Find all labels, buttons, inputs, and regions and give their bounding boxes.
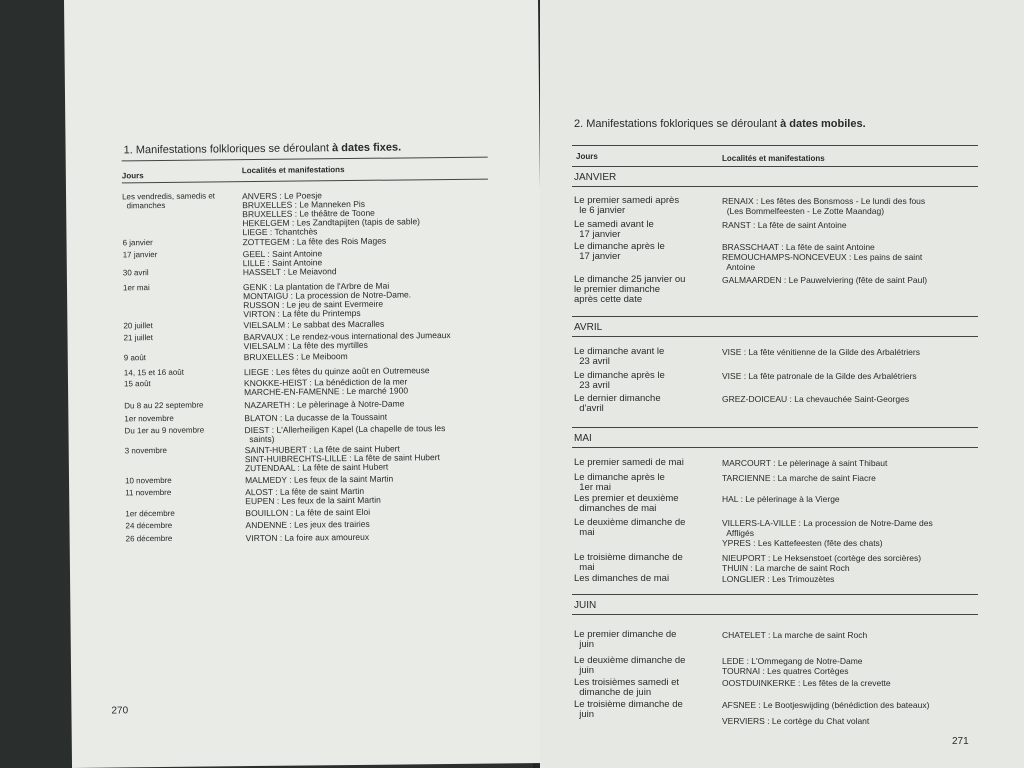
right-rule-header bbox=[572, 166, 978, 167]
left-row-day: 6 janvier bbox=[122, 238, 153, 248]
left-row-day: 3 novembre bbox=[124, 445, 168, 456]
left-row-localites: MALMEDY : Les feux de la saint Martin bbox=[244, 473, 394, 486]
section-divider bbox=[572, 594, 978, 595]
left-row-localites: BARVAUX : Le rendez-vous international des Jumeaux VIELSALM : La fête des myrtilles bbox=[243, 329, 451, 352]
right-row-day: Le premier samedi après le 6 janvier bbox=[574, 195, 680, 216]
left-row-localites: NAZARETH : Le pèlerinage à Notre-Dame bbox=[244, 398, 405, 411]
right-row-localites: BRASSCHAAT : La fête de saint Antoine REMOUCHAMPS-NONCEVEUX : Les pains de saint Antoine bbox=[722, 242, 923, 272]
right-title: 2. Manifestations fokloriques se déroulant à dates mobiles. bbox=[574, 118, 866, 130]
right-row-localites: GREZ-DOICEAU : La chevauchée Saint-Georges bbox=[722, 394, 910, 404]
left-row-day: Les vendredis, samedis et dimanches bbox=[122, 191, 216, 211]
left-row-localites: GEEL : Saint Antoine LILLE : Saint Antoine bbox=[242, 248, 323, 269]
right-row-day: Le troisième dimanche de mai bbox=[574, 552, 683, 573]
right-row-localites: VISE : La fête patronale de la Gilde des Arbalétriers bbox=[722, 371, 917, 381]
left-row-localites: ZOTTEGEM : La fête des Rois Mages bbox=[242, 235, 387, 248]
left-row-day: 17 janvier bbox=[122, 250, 158, 260]
month-heading: MAI bbox=[574, 433, 592, 444]
right-page-number: 271 bbox=[952, 736, 969, 747]
left-row-day: 24 décembre bbox=[125, 520, 173, 531]
right-row-day: Les troisièmes samedi et dimanche de juin bbox=[574, 677, 680, 698]
left-row-localites: HASSELT : Le Meiavond bbox=[242, 266, 337, 278]
left-row-localites: BLATON : La ducasse de la Toussaint bbox=[244, 411, 388, 424]
right-row-localites: AFSNEE : Le Bootjeswijding (bénédiction des bateaux) bbox=[722, 700, 930, 710]
right-row-localites: LEDE : L'Ommegang de Notre-Dame TOURNAI : Les quatres Cortèges bbox=[722, 656, 863, 676]
right-rule-top bbox=[572, 145, 978, 146]
left-row-day: 21 juillet bbox=[123, 333, 153, 343]
left-row-localites: DIEST : L'Allerheiligen Kapel (La chapelle de tous les saints) bbox=[244, 423, 446, 445]
right-row-day: Le dimanche avant le 23 avril bbox=[574, 346, 665, 367]
left-row-localites: BOUILLON : La fête de saint Eloi bbox=[245, 506, 371, 519]
left-row-day: 15 août bbox=[123, 379, 151, 389]
right-row-localites: TARCIENNE : La marche de saint Fiacre bbox=[722, 473, 876, 483]
left-header-jours: Jours bbox=[121, 171, 144, 181]
right-header-jours: Jours bbox=[576, 152, 598, 161]
left-row-day: Du 8 au 22 septembre bbox=[124, 400, 204, 411]
left-row-day: 10 novembre bbox=[124, 475, 172, 486]
right-row-localites: VERVIERS : Le cortège du Chat volant bbox=[722, 716, 870, 726]
left-row-localites: GENK : La plantation de l'Arbre de Mai MONTAIGU : La procession de Notre-Dame. RUSSON : Le jeu de saint Evermeire VIRTON : La fête du Printemps bbox=[242, 280, 412, 320]
right-row-day: Le samedi avant le 17 janvier bbox=[574, 219, 654, 240]
left-row-day: 30 avril bbox=[122, 268, 149, 278]
left-row-localites: BRUXELLES : Le Meiboom bbox=[243, 351, 348, 363]
right-row-day: Le premier dimanche de juin bbox=[574, 629, 677, 650]
left-page bbox=[64, 0, 546, 768]
section-divider bbox=[572, 316, 978, 317]
right-row-localites: GALMAARDEN : Le Pauwelviering (fête de saint Paul) bbox=[722, 275, 928, 285]
left-header-localites: Localités et manifestations bbox=[241, 165, 345, 176]
right-row-day: Les dimanches de mai bbox=[574, 573, 670, 584]
month-rule bbox=[572, 614, 978, 615]
section-divider bbox=[572, 427, 978, 428]
month-heading: JANVIER bbox=[574, 172, 617, 183]
right-row-localites: RANST : La fête de saint Antoine bbox=[722, 220, 847, 230]
right-row-day: Le dimanche après le 1er mai bbox=[574, 472, 665, 493]
right-row-day: Le dernier dimanche d'avril bbox=[574, 393, 661, 414]
left-row-day: 26 décembre bbox=[125, 533, 173, 544]
right-row-localites: CHATELET : La marche de saint Roch bbox=[722, 630, 868, 640]
left-row-day: 20 juillet bbox=[123, 321, 153, 331]
left-rule-header bbox=[122, 179, 488, 184]
left-row-day: 11 novembre bbox=[125, 487, 172, 498]
left-row-localites: VIELSALM : Le sabbat des Macralles bbox=[243, 318, 385, 331]
left-row-day: 1er novembre bbox=[124, 413, 174, 424]
right-header-localites: Localités et manifestations bbox=[722, 154, 825, 163]
right-row-localites: HAL : Le pèlerinage à la Vierge bbox=[722, 494, 840, 504]
right-row-localites: VILLERS-LA-VILLE : La procession de Notre-Dame des Affligés YPRES : Les Kattefeesten (fête des chats) bbox=[722, 518, 933, 548]
right-row-day: Le deuxième dimanche de mai bbox=[574, 517, 686, 538]
month-heading: AVRIL bbox=[574, 322, 603, 333]
right-row-day: Le dimanche après le 23 avril bbox=[574, 370, 665, 391]
right-row-day: Les premier et deuxième dimanches de mai bbox=[574, 493, 679, 514]
right-row-localites: OOSTDUINKERKE : Les fêtes de la crevette bbox=[722, 678, 891, 688]
left-row-day: 14, 15 et 16 août bbox=[123, 367, 185, 378]
month-rule bbox=[572, 336, 978, 337]
right-row-localites: VISE : La fête vénitienne de la Gilde des Arbalétriers bbox=[722, 347, 920, 357]
right-row-day: Le dimanche 25 janvier ou le premier dimanche après cette date bbox=[574, 274, 686, 305]
left-row-localites: ALOST : La fête de saint Martin EUPEN : Les feux de la saint Martin bbox=[245, 485, 381, 507]
month-rule bbox=[572, 447, 978, 448]
month-heading: JUIN bbox=[574, 600, 597, 611]
right-row-localites: MARCOURT : Le pèlerinage à saint Thibaut bbox=[722, 458, 888, 468]
left-row-day: Du 1er au 9 novembre bbox=[124, 425, 205, 436]
left-title: 1. Manifestations folkloriques se déroulant à dates fixes. bbox=[123, 141, 402, 157]
left-row-localites: VIRTON : La foire aux amoureux bbox=[245, 531, 370, 544]
month-rule bbox=[572, 186, 978, 187]
left-row-day: 9 août bbox=[123, 353, 147, 363]
right-row-day: Le dimanche après le 17 janvier bbox=[574, 241, 665, 262]
right-row-day: Le troisième dimanche de juin bbox=[574, 699, 683, 720]
right-row-localites: RENAIX : Les fêtes des Bonsmoss - Le lundi des fous (Les Bommelfeesten - Le Zotte Maandag) bbox=[722, 196, 926, 216]
left-row-day: 1er décembre bbox=[125, 508, 175, 519]
right-row-localites: LONGLIER : Les Trimouzètes bbox=[722, 574, 835, 584]
right-row-day: Le premier samedi de mai bbox=[574, 457, 684, 468]
right-page bbox=[540, 0, 1024, 768]
left-page-number: 270 bbox=[111, 705, 129, 717]
left-row-localites: ANDENNE : Les jeux des trairies bbox=[245, 518, 370, 531]
left-row-localites: SAINT-HUBERT : La fête de saint Hubert SINT-HUIBRECHTS-LILLE : La fête de saint Hubert ZUTENDAAL : La fête de saint Hubert bbox=[244, 443, 440, 474]
left-row-day: 1er mai bbox=[122, 283, 150, 293]
left-row-localites: LIEGE : Les fêtes du quinze août en Outremeuse bbox=[243, 365, 430, 378]
left-rule-top bbox=[122, 157, 488, 162]
right-row-localites: NIEUPORT : Le Heksenstoet (cortège des sorcières) THUIN : La marche de saint Roch bbox=[722, 553, 922, 573]
left-row-localites: KNOKKE-HEIST : La bénédiction de la mer MARCHE-EN-FAMENNE : Le marché 1900 bbox=[243, 376, 409, 398]
left-row-localites: ANVERS : Le Poesje BRUXELLES : Le Manneken Pis BRUXELLES : Le théâtre de Toone HEKELGEM : Les Zandtapijten (tapis de sable) LIEGE : Tchantchès bbox=[242, 190, 421, 238]
right-row-day: Le deuxième dimanche de juin bbox=[574, 655, 686, 676]
